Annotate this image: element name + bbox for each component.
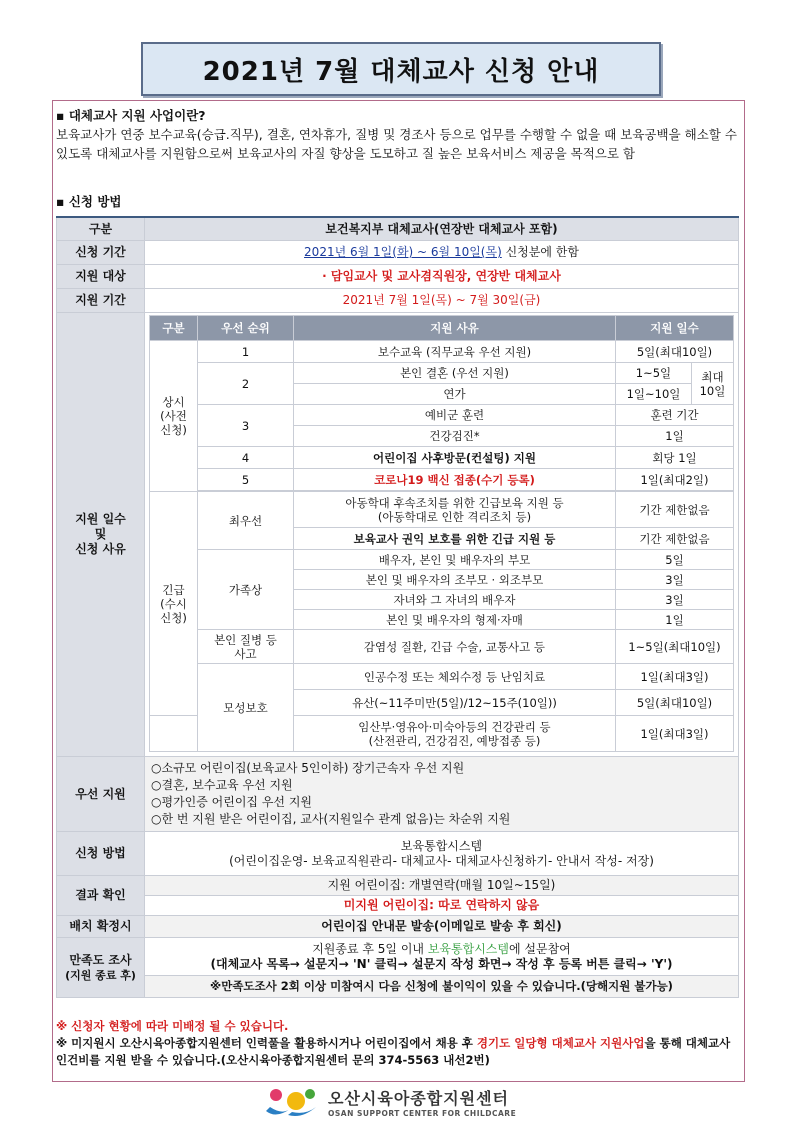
confirm-label: 배치 확정시 — [57, 916, 145, 938]
days-rights-protection: 기간 제한없음 — [615, 528, 733, 550]
footer-note-1: ※ 신청자 현황에 따라 미배정 될 수 있습니다. — [56, 1019, 289, 1033]
survey-text-a: 지원종료 후 5일 이내 — [312, 941, 428, 956]
footer-note-2 — [56, 1035, 740, 1069]
reason-rights-protection: 보육교사 권익 보호를 위한 긴급 지원 등 — [294, 528, 616, 550]
days-marriage: 1~5일 — [615, 363, 691, 384]
days-cell — [145, 313, 739, 757]
reason-family-4: 본인 및 배우자의 형제·자매 — [294, 610, 616, 630]
intro-heading: ▪ 대체교사 지원 사업이란? — [56, 108, 206, 123]
survey-warning: ※만족도조사 2회 이상 미참여시 다음 신청에 불이익이 있을 수 있습니다.(당해지원 불가능) — [145, 976, 739, 998]
period-value: 2021년 6월 1일(화) ~ 6월 10일(목) — [304, 245, 502, 259]
priority-list — [145, 757, 739, 832]
reason-marriage: 본인 결혼 (우선 지원) — [294, 363, 616, 384]
priority-item: ○평가인증 어린이집 우선 지원 — [151, 795, 313, 809]
survey-instruction — [147, 942, 736, 957]
days-vaccine: 1일(최대2일) — [615, 469, 733, 491]
days-consulting: 회당 1일 — [615, 447, 733, 469]
survey-steps: (대체교사 목록→ 설문지→ 'N' 클릭→ 설문지 작성 화면→ 작성 후 등록 버튼 클릭→ 'Y') — [210, 956, 673, 971]
reason-checkup: 건강검진* — [294, 426, 616, 447]
method-heading: ▪ 신청 방법 — [56, 194, 122, 209]
days-family-4: 1일 — [615, 610, 733, 630]
days-health-care: 1일(최대3일) — [615, 716, 733, 752]
intro-body: 보육교사가 연중 보수교육(승급.직무), 결혼, 연차휴가, 질병 및 경조사 등으로 업무를 수행할 수 없을 때 보육공백을 해소할 수 있도록 대체교사를 지원함으로써 보육교사의 자질 향상을 도모하고 질 높은 보육서비스 제공을 목적으로 함 — [56, 127, 737, 161]
title-banner — [141, 42, 661, 96]
rank-5: 5 — [198, 469, 294, 491]
priority-label: 우선 지원 — [57, 757, 145, 832]
regular-group: 상시 (사전 신청) — [150, 341, 198, 492]
main-table — [56, 216, 739, 998]
reason-consulting: 어린이집 사후방문(컨설팅) 지원 — [294, 447, 616, 469]
days-miscarriage: 5일(최대10일) — [615, 690, 733, 716]
reason-family-2: 본인 및 배우자의 조부모 · 외조부모 — [294, 570, 616, 590]
days-label-line3: 신청 사유 — [75, 542, 126, 556]
days-label-line2: 및 — [94, 527, 107, 541]
col-head-program: 보건복지부 대체교사(연장반 대체교사 포함) — [145, 217, 739, 241]
result-label: 결과 확인 — [57, 876, 145, 916]
footer-note-2b: 경기도 일당형 대체교사 지원사업 — [476, 1036, 645, 1050]
apply-path: (어린이집운영- 보육교직원관리- 대체교사- 대체교사신청하기- 안내서 작성- 저장) — [229, 853, 654, 868]
result-rejected: 미지원 어린이집: 따로 연락하지 않음 — [145, 896, 739, 916]
center-logo-icon — [262, 1085, 322, 1119]
days-education: 5일(최대10일) — [615, 341, 733, 363]
intro-section — [56, 106, 740, 163]
reason-health-care: 임산부·영유아·미숙아등의 건강관리 등 (산전관리, 건강검진, 예방접종 등) — [294, 716, 616, 752]
reasons-table — [149, 315, 734, 752]
inner-head-rank: 우선 순위 — [198, 316, 294, 341]
survey-text-c: 에 설문참여 — [509, 941, 571, 956]
period-label: 신청 기간 — [57, 241, 145, 265]
support-period-label: 지원 기간 — [57, 289, 145, 313]
apply-cell — [145, 832, 739, 876]
confirm-value: 어린이집 안내문 발송(이메일로 발송 후 회신) — [145, 916, 739, 938]
rank-3: 3 — [198, 405, 294, 447]
result-approved: 지원 어린이집: 개별연락(매월 10일~15일) — [145, 876, 739, 896]
reason-family-3: 자녀와 그 자녀의 배우자 — [294, 590, 616, 610]
survey-system-link: 보육통합시스템 — [427, 941, 509, 956]
footer-note-2a: ※ 미지원시 오산시육아종합지원센터 인력풀을 활용하시거나 어린이집에서 채용 후 — [56, 1036, 477, 1050]
family-loss-label: 가족상 — [198, 550, 294, 630]
days-checkup: 1일 — [615, 426, 733, 447]
period-suffix: 신청분에 한함 — [501, 245, 579, 259]
reason-child-abuse: 아동학대 후속조치를 위한 긴급보육 지원 등 (아동학대로 인한 격리조치 등) — [294, 492, 616, 528]
reason-vaccine: 코로나19 백신 접종(수기 등록) — [294, 469, 616, 491]
inner-head-category: 구분 — [150, 316, 198, 341]
footer-note-2c: 을 통해 대체교사 인건비를 지원 받을 수 있습니다.(오산시육아종합지원센터 문의 374-5563 내선2번) — [56, 1036, 731, 1067]
priority-item: ○결혼, 보수교육 우선 지원 — [151, 778, 293, 792]
period-cell — [145, 241, 739, 265]
reason-leave: 연가 — [294, 384, 616, 405]
apply-label: 신청 방법 — [57, 832, 145, 876]
maternity-label: 모성보호 — [198, 664, 294, 752]
target-label: 지원 대상 — [57, 265, 145, 289]
days-label-line1: 지원 일수 — [75, 512, 126, 526]
survey-label-line1: 만족도 조사 — [69, 952, 132, 967]
support-period-value: 2021년 7월 1일(목) ~ 7월 30일(금) — [145, 289, 739, 313]
rank-2: 2 — [198, 363, 294, 405]
days-family-1: 5일 — [615, 550, 733, 570]
days-family-2: 3일 — [615, 570, 733, 590]
days-illness: 1~5일(최대10일) — [615, 630, 733, 664]
rank-top-priority: 최우선 — [198, 492, 294, 550]
col-head-category: 구분 — [57, 217, 145, 241]
illness-label: 본인 질병 등 사고 — [198, 630, 294, 664]
urgent-group: 긴급 (수시 신청) — [150, 492, 198, 716]
survey-cell — [145, 938, 739, 976]
priority-item: ○한 번 지원 받은 어린이집, 교사(지원일수 관계 없음)는 차순위 지원 — [151, 812, 511, 826]
days-label — [57, 313, 145, 757]
survey-label-line2: (지원 종료 후) — [65, 968, 136, 982]
center-name-english: OSAN SUPPORT CENTER FOR CHILDCARE — [328, 1109, 517, 1118]
days-leave: 1일~10일 — [615, 384, 691, 405]
days-family-3: 3일 — [615, 590, 733, 610]
days-reserve: 훈련 기간 — [615, 405, 733, 426]
reason-infertility: 인공수정 또는 체외수정 등 난임치료 — [294, 664, 616, 690]
priority-item: ○소규모 어린이집(보육교사 5인이하) 장기근속자 우선 지원 — [151, 761, 465, 775]
page-title: 2021년 7월 대체교사 신청 안내 — [202, 56, 600, 87]
center-name-korean: 오산시육아종합지원센터 — [328, 1089, 510, 1108]
reason-family-1: 배우자, 본인 및 배우자의 부모 — [294, 550, 616, 570]
footer-notes — [56, 1018, 740, 1069]
apply-system: 보육통합시스템 — [400, 838, 483, 853]
rank-4: 4 — [198, 447, 294, 469]
center-logo — [262, 1082, 542, 1122]
days-child-abuse: 기간 제한없음 — [615, 492, 733, 528]
survey-label — [57, 938, 145, 998]
days-max-10: 최대 10일 — [691, 363, 733, 405]
reason-illness: 감염성 질환, 긴급 수술, 교통사고 등 — [294, 630, 616, 664]
inner-head-days: 지원 일수 — [615, 316, 733, 341]
rank-1: 1 — [198, 341, 294, 363]
reason-education: 보수교육 (직무교육 우선 지원) — [294, 341, 616, 363]
reason-reserve: 예비군 훈련 — [294, 405, 616, 426]
target-value: · 담임교사 및 교사겸직원장, 연장반 대체교사 — [145, 265, 739, 289]
reason-miscarriage: 유산(~11주미만(5일)/12~15주(10일)) — [294, 690, 616, 716]
days-infertility: 1일(최대3일) — [615, 664, 733, 690]
inner-head-reason: 지원 사유 — [294, 316, 616, 341]
